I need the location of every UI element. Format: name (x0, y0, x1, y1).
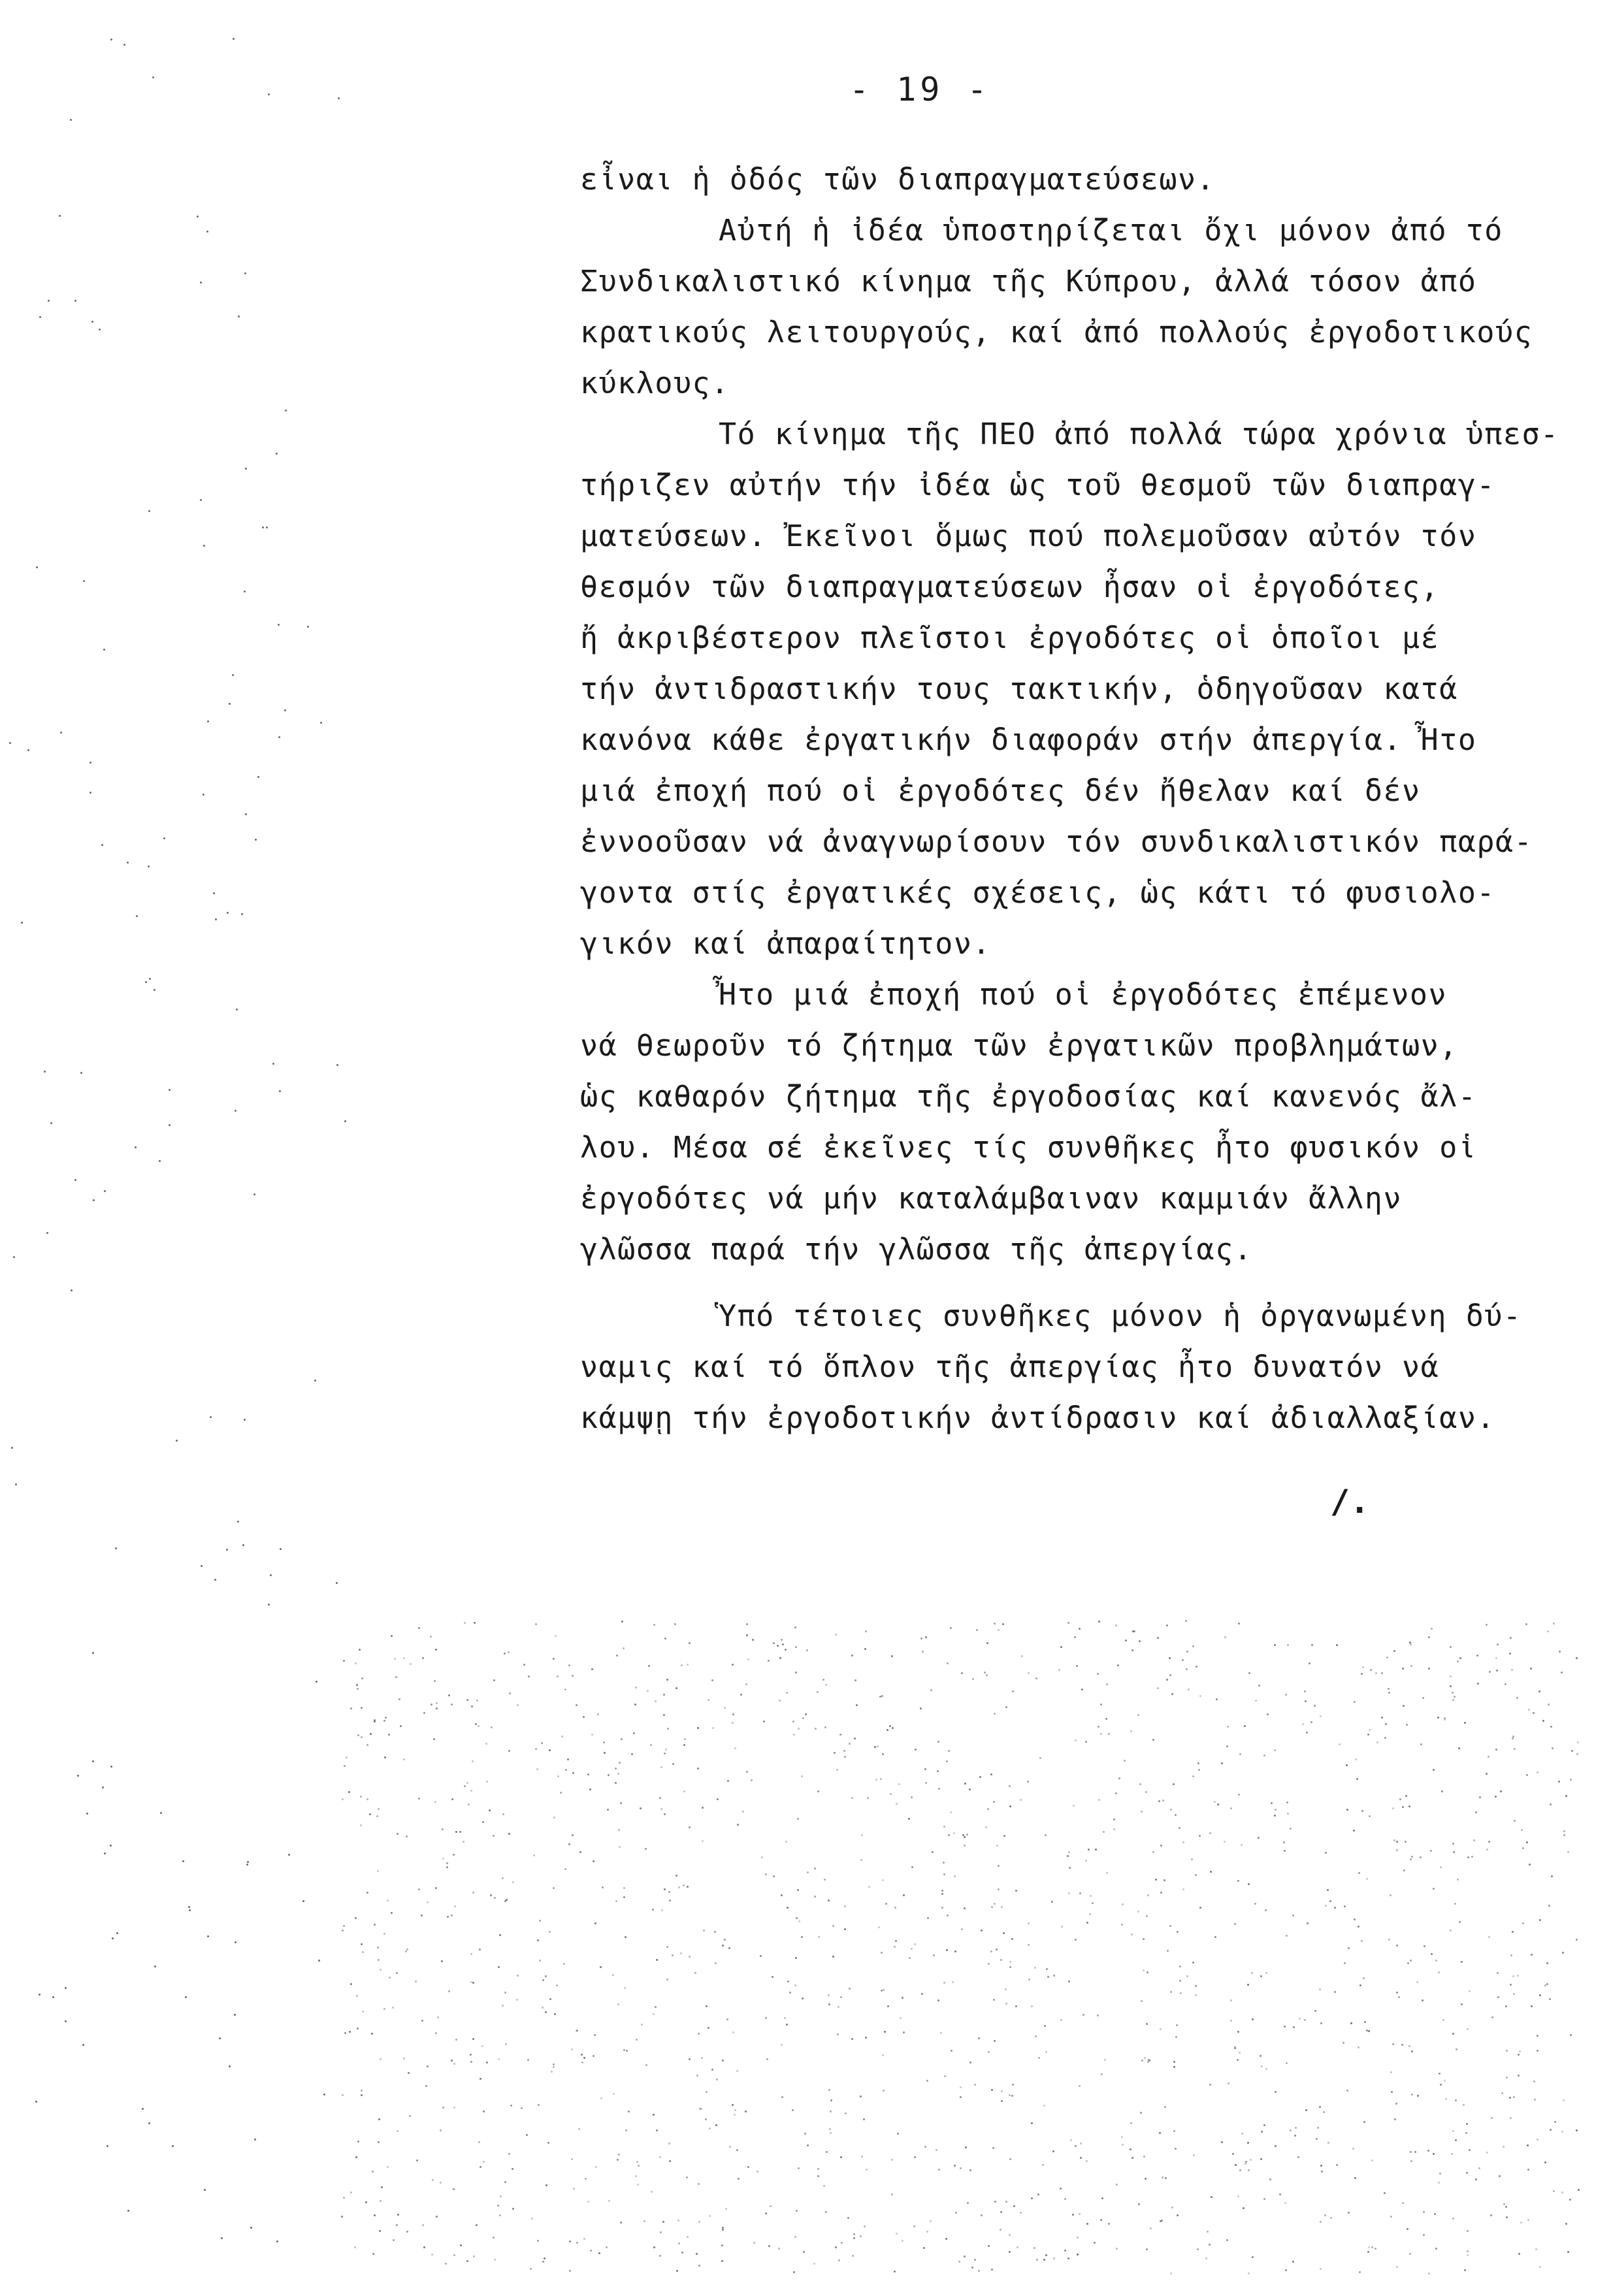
text-line: γοντα στίς ἐργατικές σχέσεις, ὡς κάτι τό φυσιολο- (580, 875, 1496, 910)
text-line: κύκλους. (580, 366, 730, 400)
text-line: Ἦτο μιά ἐποχή πού οἱ ἐργοδότες ἐπέμενον (719, 977, 1448, 1012)
paragraph (580, 969, 1599, 1275)
text-line: Συνδικαλιστικό κίνημα τῆς Κύπρου, ἀλλά τόσον ἀπό (580, 264, 1477, 299)
text-line: λου. Μέσα σέ ἐκεῖνες τίς συνθῆκες ἦτο φυσικόν οἱ (580, 1130, 1477, 1165)
text-line: γικόν καί ἀπαραίτητον. (580, 926, 992, 961)
text-line: ἐργοδότες νά μήν καταλάμβαιναν καμμιάν ἄλλην (580, 1181, 1403, 1216)
text-line: Ὑπό τέτοιες συνθῆκες μόνον ἡ ὀργανωμένη δύ- (719, 1299, 1522, 1333)
text-line: ματεύσεων. Ἐκεῖνοι ὅμως πού πολεμοῦσαν αὐτόν τόν (580, 519, 1477, 553)
text-line: τήν ἀντιδραστικήν τους τακτικήν, ὁδηγοῦσαν κατά (580, 671, 1458, 706)
text-line: κανόνα κάθε ἐργατικήν διαφοράν στήν ἀπεργία. Ἦτο (580, 722, 1477, 757)
continuation-mark: /. (1330, 1483, 1370, 1521)
body-text (580, 154, 1599, 1444)
text-line: γλῶσσα παρά τήν γλῶσσα τῆς ἀπεργίας. (580, 1232, 1253, 1267)
text-line: νά θεωροῦν τό ζήτημα τῶν ἐργατικῶν προβλημάτων, (580, 1028, 1458, 1063)
text-line: Αὐτή ἡ ἰδέα ὑποστηρίζεται ὄχι μόνον ἀπό τό (719, 213, 1503, 248)
page-number: - 19 - (849, 71, 991, 108)
paragraph (580, 1291, 1599, 1444)
text-line: κρατικούς λειτουργούς, καί ἀπό πολλούς ἐργοδοτικούς (580, 315, 1533, 349)
text-line: Τό κίνημα τῆς ΠΕΟ ἀπό πολλά τώρα χρόνια ὑπεσ- (719, 417, 1559, 451)
text-line: θεσμόν τῶν διαπραγματεύσεων ἦσαν οἱ ἐργοδότες, (580, 570, 1440, 604)
text-line: τήριζεν αὐτήν τήν ἰδέα ὡς τοῦ θεσμοῦ τῶν διαπραγ- (580, 468, 1496, 502)
paragraph (580, 154, 1599, 205)
paragraph (580, 205, 1599, 409)
text-line: ἐννοοῦσαν νά ἀναγνωρίσουν τόν συνδικαλιστικόν παρά- (580, 824, 1533, 859)
text-line: ἤ ἀκριβέστερον πλεῖστοι ἐργοδότες οἱ ὁποῖοι μέ (580, 621, 1440, 655)
paragraph (580, 409, 1599, 969)
text-line: μιά ἐποχή πού οἱ ἐργοδότες δέν ἤθελαν καί δέν (580, 773, 1421, 808)
text-line: κάμψῃ τήν ἐργοδοτικήν ἀντίδρασιν καί ἀδιαλλαξίαν. (580, 1400, 1496, 1435)
text-line: ναμις καί τό ὅπλον τῆς ἀπεργίας ἦτο δυνατόν νά (580, 1350, 1440, 1384)
text-line: εἶναι ἡ ὁδός τῶν διαπραγματεύσεων. (580, 162, 1216, 197)
text-line: ὡς καθαρόν ζήτημα τῆς ἐργοδοσίας καί κανενός ἄλ- (580, 1079, 1477, 1114)
